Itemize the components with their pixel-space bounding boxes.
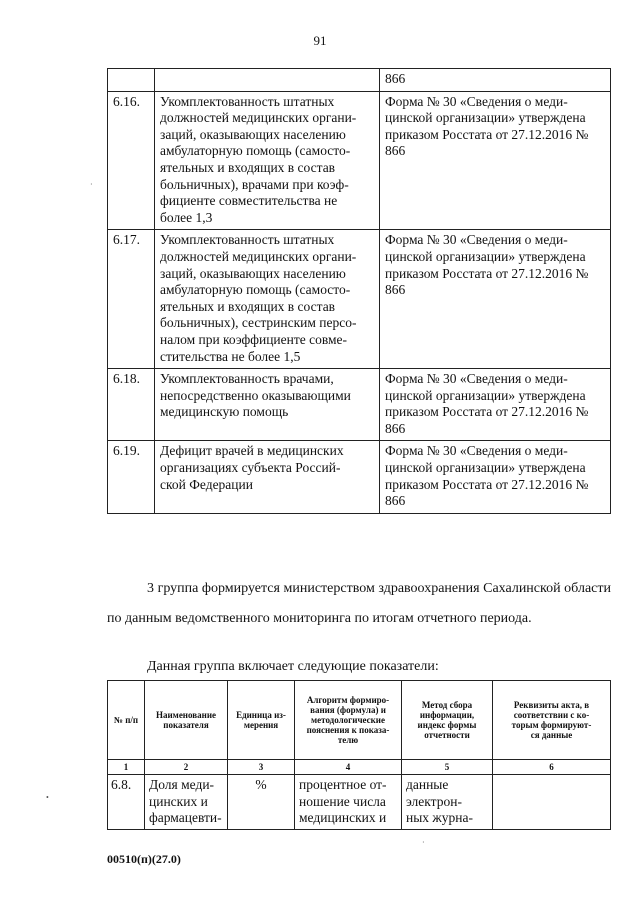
table-row — [108, 91, 611, 230]
scan-mark: · — [90, 180, 93, 189]
cell-num — [108, 69, 155, 92]
column-number: 6 — [493, 760, 611, 775]
column-number: 5 — [402, 760, 493, 775]
group3-indicators-table — [107, 680, 611, 830]
cell-num: 6.17. — [108, 230, 155, 369]
cell-indicator-name — [155, 69, 380, 92]
table-row — [108, 230, 611, 369]
header-cell: Метод сбора информации, индекс формы отчетности — [402, 681, 493, 760]
cell-act — [493, 775, 611, 830]
cell-unit: % — [228, 775, 295, 830]
page-number: 91 — [313, 33, 327, 48]
table-row — [108, 775, 611, 830]
table-header-row — [108, 681, 611, 760]
document-code: 00510(п)(27.0) — [107, 852, 181, 866]
table-row — [108, 69, 611, 92]
paragraph-group3: 3 группа формируется министерством здравоохранения Сахалинской области по данным ведомственного мониторинга по итогам отчетного периода. — [107, 581, 611, 626]
column-number: 2 — [145, 760, 228, 775]
cell-source: 866 — [380, 69, 611, 92]
table-row — [108, 369, 611, 441]
header-cell: Единица из- мерения — [228, 681, 295, 760]
cell-num: 6.8. — [108, 775, 145, 830]
column-number: 3 — [228, 760, 295, 775]
table-row — [108, 441, 611, 513]
cell-source: Форма № 30 «Сведения о меди- цинской организации» утверждена приказом Росстата от 27.12.2016 № 866 — [380, 230, 611, 369]
cell-num: 6.16. — [108, 91, 155, 230]
column-number-row — [108, 760, 611, 775]
header-cell: Алгоритм формиро- вания (формула) и методологические пояснения к показа- телю — [295, 681, 402, 760]
cell-num: 6.18. — [108, 369, 155, 441]
cell-indicator-name: Укомплектованность врачами, непосредственно оказывающими медицинскую помощь — [155, 369, 380, 441]
cell-indicator-name: Укомплектованность штатных должностей медицинских органи- заций, оказывающих населению амбулаторную помощь (самосто- ятельных и входящих в состав больничных), врачами при коэф- фициенте совместительства не более 1,3 — [155, 91, 380, 230]
indicators-table — [107, 68, 611, 514]
header-cell: Наименование показателя — [145, 681, 228, 760]
cell-name: Доля меди- цинских и фармацевти- — [145, 775, 228, 830]
scan-mark: · — [422, 838, 425, 847]
cell-source: Форма № 30 «Сведения о меди- цинской организации» утверждена приказом Росстата от 27.12.2016 № 866 — [380, 441, 611, 513]
paragraph-intro: Данная группа включает следующие показатели: — [147, 659, 439, 674]
header-cell: Реквизиты акта, в соответствии с ко- торым формируют- ся данные — [493, 681, 611, 760]
cell-source: Форма № 30 «Сведения о меди- цинской организации» утверждена приказом Росстата от 27.12.2016 № 866 — [380, 369, 611, 441]
header-cell: № п/п — [108, 681, 145, 760]
cell-source: Форма № 30 «Сведения о меди- цинской организации» утверждена приказом Росстата от 27.12.2016 № 866 — [380, 91, 611, 230]
column-number: 4 — [295, 760, 402, 775]
column-number: 1 — [108, 760, 145, 775]
cell-indicator-name: Дефицит врачей в медицинских организациях субъекта Россий- ской Федерации — [155, 441, 380, 513]
scan-mark: • — [46, 793, 49, 802]
cell-method: данные электрон- ных журна- — [402, 775, 493, 830]
cell-algorithm: процентное от- ношение числа медицинских и — [295, 775, 402, 830]
cell-indicator-name: Укомплектованность штатных должностей медицинских органи- заций, оказывающих населению амбулаторную помощь (самосто- ятельных и входящих в состав больничных), сестринским персо- налом при коэффициенте совме- стительства не более 1,5 — [155, 230, 380, 369]
cell-num: 6.19. — [108, 441, 155, 513]
